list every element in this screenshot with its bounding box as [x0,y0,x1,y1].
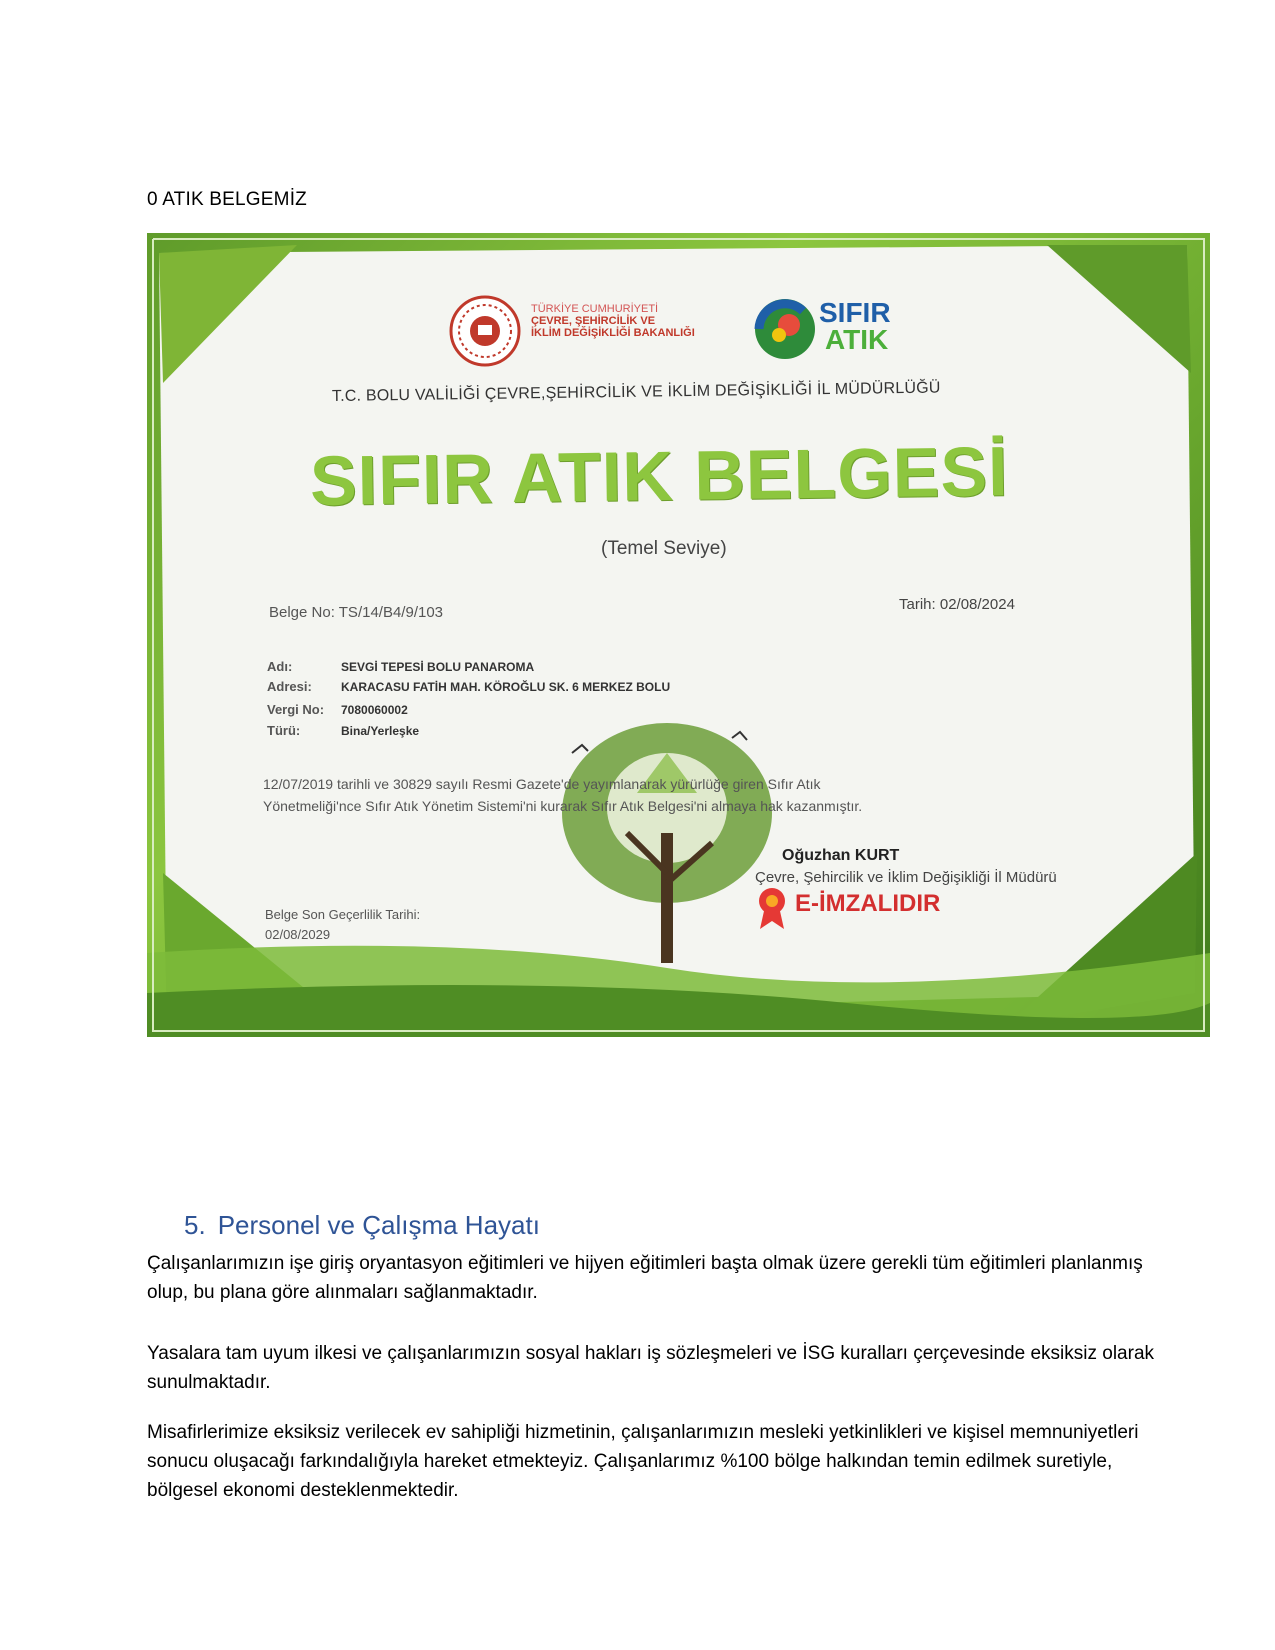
paragraph: Çalışanlarımızın işe giriş oryantasyon eğitimleri ve hijyen eğitimleri başta olmak üzere gerekli tüm eğitimleri planlanmış olup, bu plana göre alınmaları sağlanmaktadır. [147,1253,1143,1303]
section-title: Personel ve Çalışma Hayatı [217,1210,540,1240]
e-signature-label: E-İMZALIDIR [795,890,941,917]
certificate-title: SIFIR ATIK BELGESİ [309,432,1010,520]
validity-date: Belge Son Geçerlilik Tarihi: 02/08/2029 [265,907,421,942]
certificate-photo [147,233,1210,1037]
directorate-name: T.C. BOLU VALİLİĞİ ÇEVRE,ŞEHİRCİLİK VE İKLİM DEĞİŞİKLİĞİ İL MÜDÜRLÜĞÜ [331,379,941,405]
page-label: 0 ATIK BELGEMİZ [147,189,307,210]
zero-waste-logo-text: SIFIR ATIK [819,297,891,355]
signer-title: Çevre, Şehircilik ve İklim Değişikliği İl Müdürü [755,869,1057,886]
signer-name: Oğuzhan KURT [782,847,900,864]
ministry-name: TÜRKİYE CUMHURİYETİ ÇEVRE, ŞEHİRCİLİK VE İKLİM DEĞİŞİKLİĞİ BAKANLIĞI [531,303,695,339]
document-number: Belge No: TS/14/B4/9/103 [269,604,444,621]
field-address: Adresi: KARACASU FATİH MAH. KÖROĞLU SK. 6 MERKEZ BOLU [267,679,671,694]
field-type: Türü: Bina/Yerleşke [267,723,420,738]
section-heading [184,1210,540,1241]
field-tax-no: Vergi No: 7080060002 [267,702,408,717]
paragraph: Misafirlerimize eksiksiz verilecek ev sahipliği hizmetinin, çalışanlarımızın mesleki yetkinlikleri ve kişisel memnuniyetleri sonucu oluşacağı farkındalığıyla hareket etmekteyiz. Çalışanlarımız %100 bölge halkından temin edilmek suretiyle, bölgesel ekonomi desteklenmektedir. [147,1422,1139,1501]
paragraph: Yasalara tam uyum ilkesi ve çalışanlarımızın sosyal hakları iş sözleşmeleri ve İSG kuralları çerçevesinde eksiksiz olarak sunulmaktadır. [147,1343,1155,1393]
certificate-statement: 12/07/2019 tarihli ve 30829 sayılı Resmi Gazete'de yayımlanarak yürürlüğe giren Sıfır Atık Yönetmeliği'nce Sıfır Atık Yönetim Sistemi'ni kurarak Sıfır Atık Belgesi'ni almaya hak kazanmıştır. [263,776,863,814]
field-name: Adı: SEVGİ TEPESİ BOLU PANAROMA [267,659,535,674]
section-number: 5. [184,1210,206,1240]
certificate-date: Tarih: 02/08/2024 [899,596,1015,613]
certificate-level: (Temel Seviye) [601,538,727,559]
